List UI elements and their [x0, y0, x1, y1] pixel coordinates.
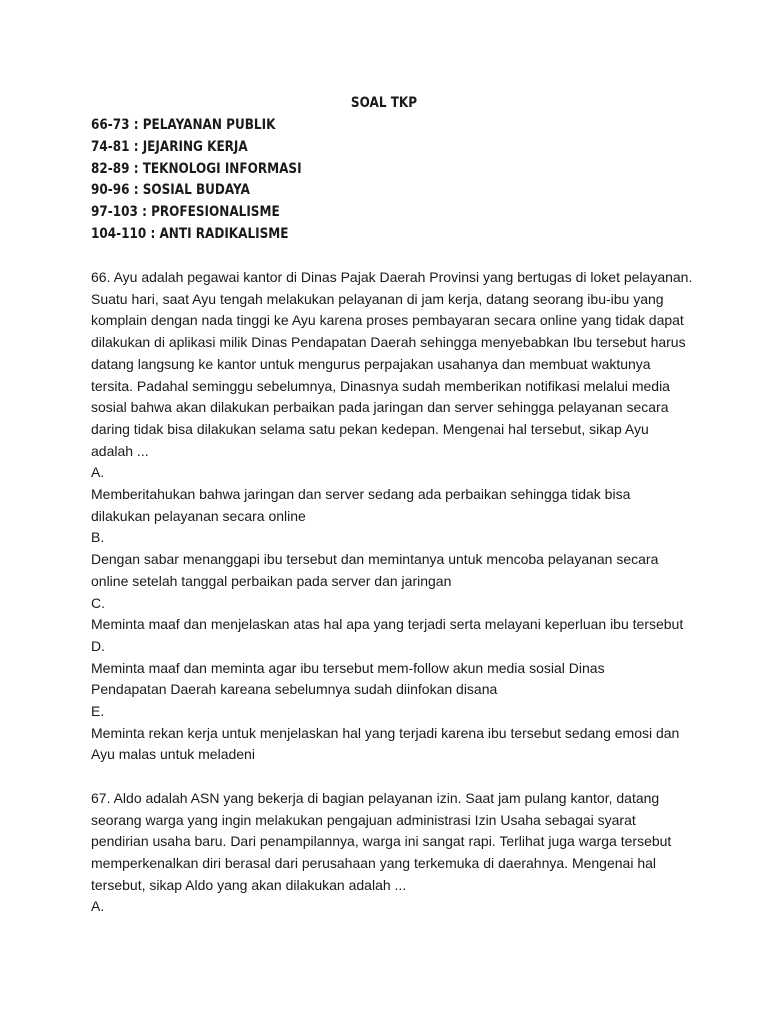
option-letter: C. — [91, 594, 105, 611]
question-text-line: tersebut, sikap Aldo yang akan dilakukan adalah ... — [91, 876, 407, 893]
question-text-line: pendirian usaha baru. Dari penampilannya, warga ini sangat rapi. Terlihat juga warga tersebut — [91, 833, 672, 850]
question-text-line: dilakukan di aplikasi milik Dinas Pendapatan Daerah sehingga menyebabkan Ibu tersebut harus — [91, 334, 686, 351]
question-text-line: adalah ... — [91, 442, 149, 459]
option-letter: B. — [91, 529, 105, 546]
option-letter: E. — [91, 703, 105, 720]
category-item: 104-110 : ANTI RADIKALISME — [91, 225, 289, 242]
question-text-line: sosial bahwa akan dilakukan perbaikan pada jaringan dan server sehingga pelayanan secara — [91, 399, 669, 416]
option-text-line: Meminta maaf dan meminta agar ibu tersebut mem-follow akun media sosial Dinas — [91, 659, 605, 676]
option-text-line: online setelah tanggal perbaikan pada server dan jaringan — [91, 572, 452, 589]
option-text-line: Memberitahukan bahwa jaringan dan server sedang ada perbaikan sehingga tidak bisa — [91, 486, 631, 503]
option-letter: A. — [91, 464, 105, 481]
option-text-line: Ayu malas untuk meladeni — [91, 746, 255, 763]
category-item: 74-81 : JEJARING KERJA — [91, 138, 248, 155]
question-text-line: daring tidak bisa dilakukan selama satu pekan kedepan. Mengenai hal tersebut, sikap Ayu — [91, 420, 649, 437]
page-title: SOAL TKP — [350, 95, 418, 111]
question-content — [91, 267, 691, 918]
option-letter: D. — [91, 637, 105, 654]
question-text-line: tersita. Padahal seminggu sebelumnya, Dinasnya sudah memberikan notifikasi melalui media — [91, 377, 670, 394]
category-list — [91, 115, 302, 246]
question-text-line: 66. Ayu adalah pegawai kantor di Dinas Pajak Daerah Provinsi yang bertugas di loket pelayanan. — [91, 269, 693, 285]
question-text-line: komplain dengan nada tinggi ke Ayu karena proses pembayaran secara online yang tidak dapat — [91, 312, 684, 329]
question-text-line: memperkenalkan diri berasal dari perusahaan yang terkemuka di daerahnya. Mengenai hal — [91, 854, 657, 871]
question-text-line: datang langsung ke kantor untuk mengurus perpajakan usahanya dan membuat waktunya — [91, 355, 651, 372]
option-text-line: Pendapatan Daerah kareana sebelumnya sudah diinfokan disana — [91, 681, 498, 698]
category-item: 97-103 : PROFESIONALISME — [91, 204, 280, 221]
option-text-line: Meminta rekan kerja untuk menjelaskan hal yang terjadi karena ibu tersebut sedang emosi dan — [91, 724, 680, 741]
option-text-line: Dengan sabar menanggapi ibu tersebut dan memintanya untuk mencoba pelayanan secara — [91, 551, 659, 568]
option-text-line: Meminta maaf dan menjelaskan atas hal apa yang terjadi serta melayani keperluan ibu tersebut — [91, 616, 684, 633]
question-text-line: Suatu hari, saat Ayu tengah melakukan pelayanan di jam kerja, datang seorang ibu-ibu yang — [91, 290, 664, 307]
question-text-line: seorang warga yang ingin melakukan pengajuan administrasi Izin Usaha sebagai syarat — [91, 811, 636, 828]
category-item: 90-96 : SOSIAL BUDAYA — [91, 182, 250, 199]
question-66 — [91, 267, 691, 766]
category-item: 82-89 : TEKNOLOGI INFORMASI — [91, 160, 302, 177]
option-text-line: dilakukan pelayanan secara online — [91, 507, 306, 524]
question-67 — [91, 788, 691, 918]
question-text-line: 67. Aldo adalah ASN yang bekerja di bagian pelayanan izin. Saat jam pulang kantor, datang — [91, 789, 660, 806]
paragraph-gap — [91, 766, 691, 788]
option-letter: A. — [91, 898, 105, 915]
category-item: 66-73 : PELAYANAN PUBLIK — [91, 117, 276, 133]
